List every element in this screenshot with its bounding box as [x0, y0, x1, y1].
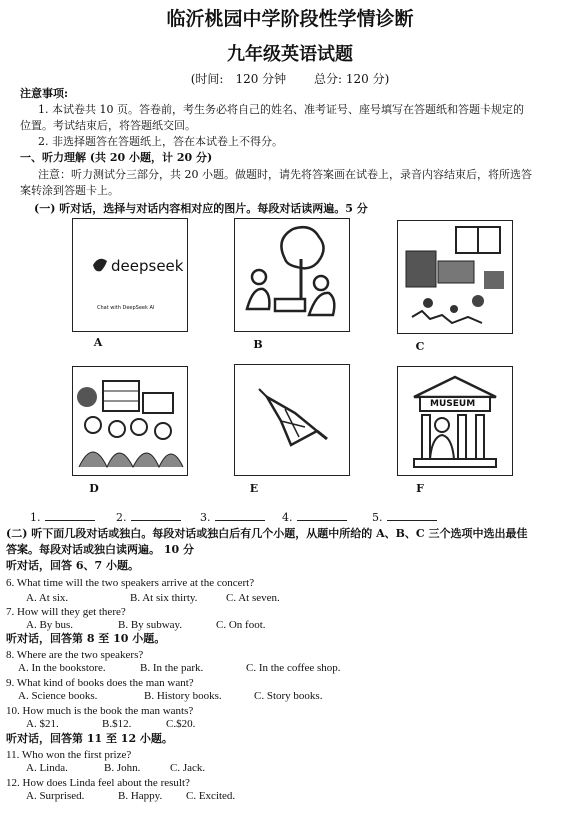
blank-label: 3. [200, 511, 211, 524]
option-6a[interactable]: A. At six. [26, 592, 69, 604]
option-7c[interactable]: C. On foot. [216, 619, 266, 631]
option-10a[interactable]: A. $21. [26, 718, 59, 730]
question-6: 6. What time will the two speakers arrive at the concert? [6, 577, 255, 589]
option-9a[interactable]: A. Science books. [18, 690, 98, 702]
option-8c[interactable]: C. In the coffee shop. [246, 662, 341, 674]
option-10c[interactable]: C.$20. [166, 718, 196, 730]
picture-label-a: A [93, 336, 103, 349]
closed-umbrella-icon [235, 365, 349, 475]
picture-label-f: F [416, 482, 424, 495]
section-1-heading: 一、听力理解 (共 20 小题，计 20 分) [20, 151, 213, 164]
part-2-line-1: (二) 听下面几段对话或独白。每段对话或独白后有几个小题，从题中所给的 A、B、C 三个选项中选出最佳 [6, 527, 528, 540]
option-7b[interactable]: B. By subway. [118, 619, 183, 631]
option-11b[interactable]: B. John. [104, 762, 141, 774]
option-11c[interactable]: C. Jack. [170, 762, 206, 774]
option-9b[interactable]: B. History books. [144, 690, 222, 702]
option-8a[interactable]: A. In the bookstore. [18, 662, 106, 674]
option-6b[interactable]: B. At six thirty. [130, 592, 198, 604]
blank-1[interactable] [30, 510, 95, 524]
school-title: 临沂桃园中学阶段性学情诊断 [166, 8, 414, 30]
group-2-instruction: 听对话，回答第 8 至 10 小题。 [6, 632, 166, 645]
notes-item-2: 2. 非选择题答在答题纸上，答在本试卷上不得分。 [38, 135, 283, 148]
crowd-scene-icon [73, 367, 187, 475]
option-10b[interactable]: B.$12. [102, 718, 132, 730]
option-9c[interactable]: C. Story books. [254, 690, 323, 702]
notes-item-1-line-2: 位置。考试结束后，将答题纸交回。 [20, 119, 196, 132]
option-12c[interactable]: C. Excited. [186, 790, 236, 802]
notes-item-1-line-1: 1. 本试卷共 10 页。答卷前，考生务必将自己的姓名、准考证号、座号填写在答题纸和答题卡规定的 [38, 103, 524, 116]
option-12a[interactable]: A. Surprised. [26, 790, 85, 802]
question-11: 11. Who won the first prize? [6, 749, 132, 761]
blank-label: 4. [282, 511, 293, 524]
museum-building-icon [398, 367, 512, 475]
picture-label-e: E [249, 482, 259, 495]
option-12b[interactable]: B. Happy. [118, 790, 163, 802]
option-8b[interactable]: B. In the park. [140, 662, 204, 674]
exam-meta [0, 70, 580, 87]
blank-label: 1. [30, 511, 41, 524]
option-6c[interactable]: C. At seven. [226, 592, 280, 604]
time-label: (时间: 120 分钟 [190, 72, 287, 86]
picture-b [234, 218, 350, 332]
option-11a[interactable]: A. Linda. [26, 762, 68, 774]
picture-label-b: B [253, 338, 263, 351]
question-7: 7. How will they get there? [6, 606, 126, 618]
question-8: 8. Where are the two speakers? [6, 649, 144, 661]
picture-label-c: C [415, 340, 425, 353]
deepseek-whale-icon [73, 219, 187, 331]
question-12: 12. How does Linda feel about the result? [6, 777, 190, 789]
blank-label: 2. [116, 511, 127, 524]
group-3-instruction: 听对话，回答第 11 至 12 小题。 [6, 732, 173, 745]
picture-a [72, 218, 188, 332]
picture-e [234, 364, 350, 476]
question-9: 9. What kind of books does the man want? [6, 677, 194, 689]
score-label: 总分: 120 分) [314, 72, 390, 86]
section-1-note-line-1: 注意：听力测试分三部分，共 20 小题。做题时，请先将答案画在试卷上，录音内容结束后，将所选答 [38, 168, 532, 181]
blank-2[interactable] [116, 510, 181, 524]
group-1-instruction: 听对话，回答 6、7 小题。 [6, 559, 139, 572]
question-10: 10. How much is the book the man wants? [6, 705, 194, 717]
picture-c [397, 220, 513, 334]
museum-sign: MUSEUM [430, 399, 476, 409]
exam-title: 九年级英语试题 [227, 44, 353, 65]
part-1-instruction: (一) 听对话，选择与对话内容相对应的图片。每段对话读两遍。5 分 [34, 202, 368, 215]
blank-5[interactable] [372, 510, 437, 524]
blank-4[interactable] [282, 510, 347, 524]
picture-label-d: D [89, 482, 99, 495]
blank-3[interactable] [200, 510, 265, 524]
people-under-tree-icon [235, 219, 349, 331]
messy-room-icon [398, 221, 512, 333]
blank-label: 5. [372, 511, 383, 524]
picture-d [72, 366, 188, 476]
notes-heading: 注意事项: [20, 87, 69, 100]
deepseek-logo-text: deepseek [111, 257, 184, 275]
deepseek-caption: Chat with DeepSeek AI [97, 305, 155, 311]
section-1-note-line-2: 案转涂到答题卡上。 [20, 184, 119, 197]
part-2-line-2: 答案。每段对话或独白读两遍。 10 分 [6, 543, 194, 556]
picture-f [397, 366, 513, 476]
option-7a[interactable]: A. By bus. [26, 619, 74, 631]
